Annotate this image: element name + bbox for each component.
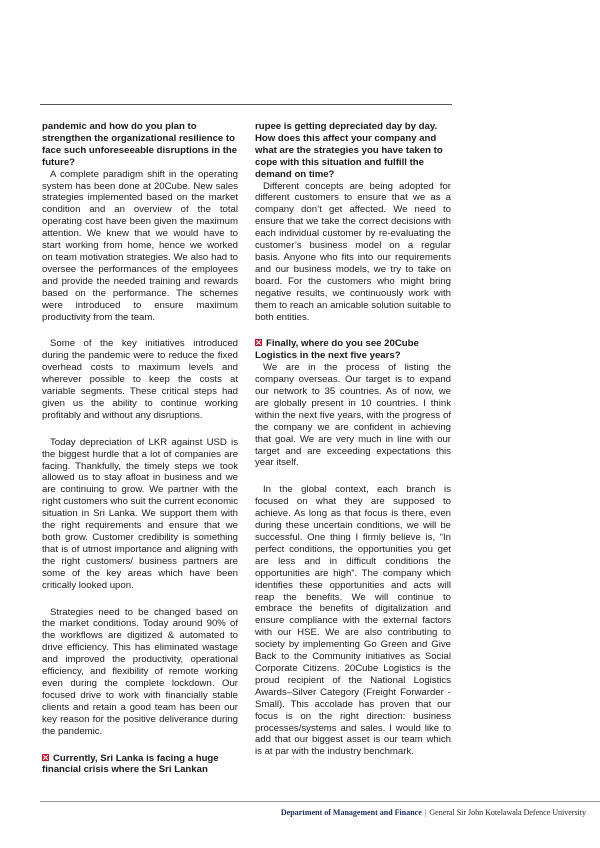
question-text: Finally, where do you see 20Cube Logistics in the next five years? (255, 338, 419, 362)
answer-paragraph: A complete paradigm shift in the operating system has been done at 20Cube. New sales strategies implemented based on the market condition and an overview of the total operating cost have been given the maximum attention. We knew that we would have to start working from home, hence we worked on team motivation strategies. We also had to oversee the performances of the employees and provide the needed training and rewards based on the performance. The schemes were introduced to ensure maximum productivity from the team. (42, 168, 238, 323)
footer-separator: | (424, 808, 427, 817)
footer-department: Department of Management and Finance (280, 808, 422, 817)
answer-paragraph: We are in the process of listing the company overseas. Our target is to expand our network to 35 countries. As of now, we are globally present in 10 countries. I think within the next five years, with the progress of the company we are confident in achieving that goal. We are very much in line with our target and are exceeding expectations this year itself. (255, 362, 451, 469)
footer-rule (40, 801, 600, 802)
question-tail: rupee is getting depreciated day by day. How does this affect your company and what are the strategies you have taken to cope with this situation and fulfill the demand on time? (255, 121, 443, 180)
answer-paragraph: Strategies need to be changed based on the market conditions. Today around 90% of the workflows are digitized & automated to drive efficiency. This has eliminated wastage and improved the productivity, operational efficiency, and flexibility of remote working even during the complete lockdown. Our focused drive to work with financially stable clients and retain a good team has been our key reason for the positive deliverance during the pandemic. (42, 606, 238, 737)
right-column (255, 121, 451, 758)
question-tail: pandemic and how do you plan to strengthen the organizational resilience to face such unforeseeable disruptions in the future? (42, 121, 238, 168)
answer-paragraph: In the global context, each branch is focused on what they are supposed to achieve. As long as that focus is there, even during these uncertain conditions, we will be successful. One thing I firmly believe is, “In perfect conditions, the opportunities you get are less and in difficult conditions the opportunities are high”. The company which identifies these opportunities and acts will reap the benefits. We will continue to embrace the benefits of digitalization and ensure compliance with the external factors with our HSE. We are also contributing to society by implementing Go Green and Give Back to the Community initiatives as Social Corporate Citizens. 20Cube Logistics is the proud recipient of the National Logistics Awards–Silver Category (Freight Forwarder -Small). This accolade has proven that our focus is on the right direction: business processes/systems and sales. I would like to add that our biggest asset is our team which is at par with the industry benchmark. (255, 484, 451, 758)
answer-paragraph: Different concepts are being adopted for different customers to ensure that we as a company don’t get affected. We need to ensure that we take the correct decisions with each individual customer by re-evaluating the customer’s business model on a regular basis. Anyone who fits into our requirements and our business models, we try to take on board. For the customers who might bring negative results, we continuously work with them to reach an amicable solution suitable to both entities. (255, 180, 451, 323)
question-heading (42, 753, 238, 777)
top-rule (40, 104, 452, 105)
question-text: Currently, Sri Lanka is facing a huge financial crisis where the Sri Lankan (42, 752, 219, 776)
answer-paragraph: Today depreciation of LKR against USD is the biggest hurdle that a lot of companies are facing. Thankfully, the timely steps we took allowed us to stay afloat in business and we are continuing to grow. We partner with the right customers who suit the current economic situation in Sri Lanka. We support them with the right requirements and ensure that we both grow. Customer credibility is something that is of utmost importance and aligning with the right customers/ business partners are some of the key areas which have been critically looked upon. (42, 436, 238, 591)
question-heading (255, 338, 451, 362)
left-column (42, 121, 238, 776)
red-x-bullet-icon (255, 339, 262, 346)
red-x-bullet-icon (42, 754, 49, 761)
footer-university: General Sir John Kotelawala Defence University (429, 808, 586, 817)
page-footer (281, 808, 586, 817)
answer-paragraph: Some of the key initiatives introduced during the pandemic were to reduce the fixed overhead costs to maximum levels and wherever possible to keep the costs at variable segments. These critical steps had given us the ability to continue working profitably and without any disruptions. (42, 338, 238, 421)
